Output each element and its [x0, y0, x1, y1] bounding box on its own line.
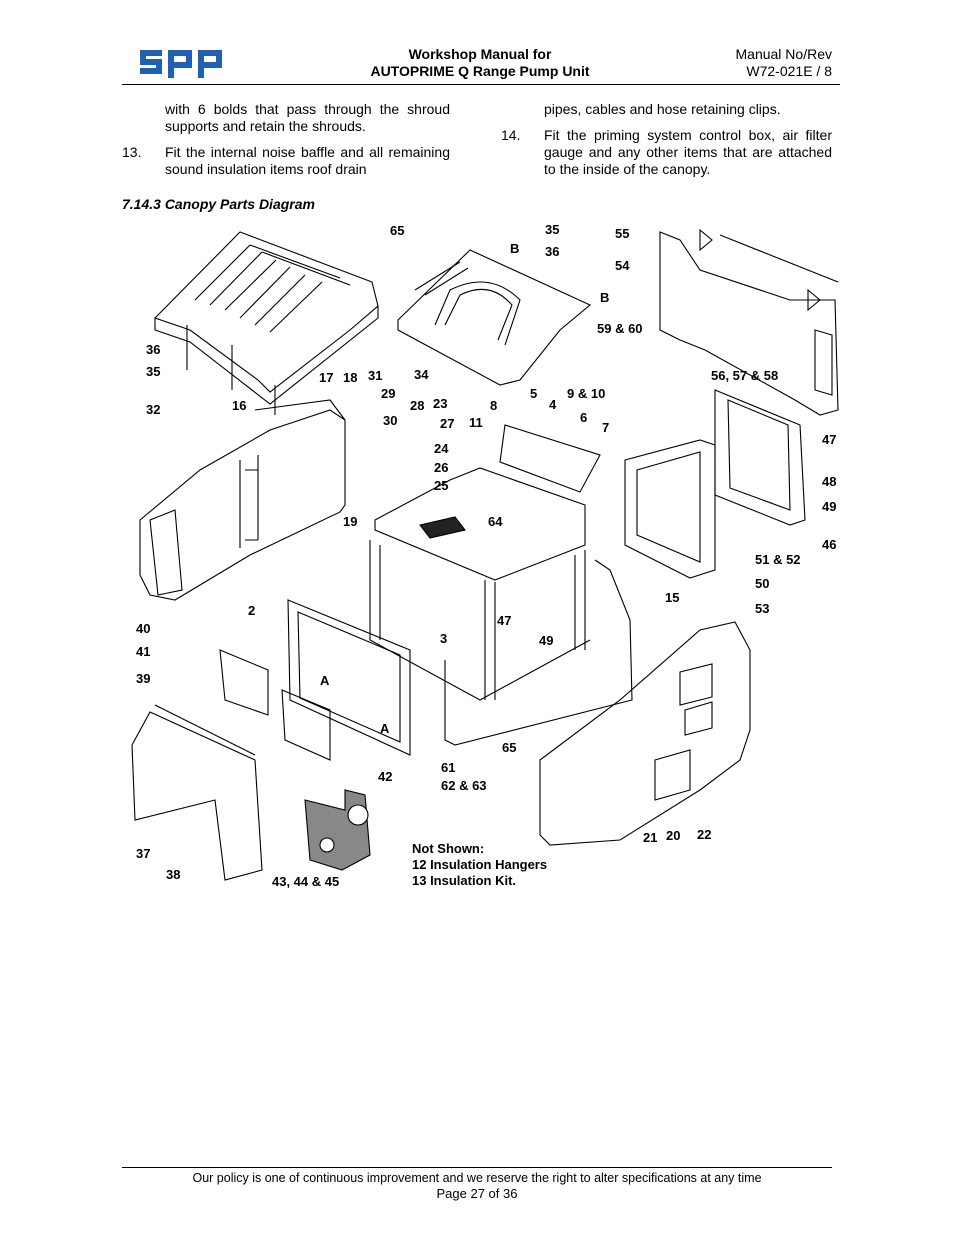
diagram-label: 61	[441, 760, 456, 775]
step-14-text: Fit the priming system control box, air filter gauge and any other items that are attached to the inside of the canopy.	[544, 127, 832, 177]
footer-rule	[122, 1167, 832, 1168]
diagram-label: B	[510, 241, 520, 256]
diagram-label: 53	[755, 601, 770, 616]
diagram-label: 37	[136, 846, 151, 861]
diagram-label: 62 & 63	[441, 778, 487, 793]
diagram-label: 28	[410, 398, 425, 413]
diagram-label: 36	[146, 342, 161, 357]
diagram-label: 22	[697, 827, 712, 842]
diagram-label: 3	[440, 631, 448, 646]
diagram-label: 38	[166, 867, 181, 882]
diagram-label: 51 & 52	[755, 552, 801, 567]
diagram-label: 6	[580, 410, 588, 425]
diagram-label: 35	[545, 222, 560, 237]
diagram-label: B	[600, 290, 610, 305]
diagram-label: 7	[602, 420, 610, 435]
document-title	[330, 46, 630, 80]
diagram-label: 46	[822, 537, 837, 552]
diagram-label: 59 & 60	[597, 321, 643, 336]
not-shown-note	[412, 841, 547, 888]
diagram-label: 15	[665, 590, 680, 605]
canopy-parts-diagram	[118, 214, 842, 898]
diagram-label: 41	[136, 644, 151, 659]
manual-number	[736, 46, 833, 80]
footer-policy: Our policy is one of continuous improvement and we reserve the right to alter specifications at any time	[192, 1171, 762, 1185]
diagram-label: A	[380, 721, 390, 736]
diagram-label: 2	[248, 603, 256, 618]
diagram-label: 21	[643, 830, 658, 845]
diagram-label: 65	[502, 740, 517, 755]
step-13-number: 13.	[122, 144, 142, 160]
diagram-label: 47	[497, 613, 512, 628]
diagram-label: 34	[414, 367, 429, 382]
diagram-label: 29	[381, 386, 396, 401]
diagram-label: 50	[755, 576, 770, 591]
diagram-label: 65	[390, 223, 405, 238]
diagram-label: 55	[615, 226, 630, 241]
diagram-label: 8	[490, 398, 498, 413]
diagram-label: 49	[822, 499, 837, 514]
step-14	[501, 127, 832, 183]
diagram-label: 16	[232, 398, 247, 413]
section-title: 7.14.3 Canopy Parts Diagram	[122, 196, 315, 212]
not-shown-item-2: 13 Insulation Kit.	[412, 873, 517, 888]
title-line-2: AUTOPRIME Q Range Pump Unit	[370, 63, 590, 79]
diagram-label: 42	[378, 769, 393, 784]
diagram-label: 49	[539, 633, 554, 648]
diagram-label: 47	[822, 432, 837, 447]
diagram-label: 40	[136, 621, 151, 636]
diagram-label: 30	[383, 413, 398, 428]
title-line-1: Workshop Manual for	[408, 46, 552, 62]
diagram-label: 56, 57 & 58	[711, 368, 779, 383]
diagram-label: 27	[440, 416, 455, 431]
manual-label: Manual No/Rev	[735, 46, 832, 62]
right-continuation: pipes, cables and hose retaining clips.	[544, 101, 781, 117]
diagram-label: 26	[434, 460, 449, 475]
diagram-label: 17	[319, 370, 334, 385]
step-13-text: Fit the internal noise baffle and all remaining sound insulation items roof drain	[165, 144, 450, 177]
step-13	[122, 144, 450, 184]
diagram-label: 18	[343, 370, 358, 385]
header-rule	[122, 84, 840, 85]
diagram-label: 11	[469, 415, 483, 430]
diagram-label: A	[320, 673, 330, 688]
left-continuation: with 6 bolds that pass through the shroud supports and retain the shrouds.	[165, 101, 450, 134]
diagram-label: 64	[488, 514, 503, 529]
footer-page-number: Page 27 of 36	[436, 1186, 518, 1201]
diagram-label: 39	[136, 671, 151, 686]
diagram-label: 20	[666, 828, 681, 843]
diagram-label: 5	[530, 386, 538, 401]
diagram-label: 35	[146, 364, 161, 379]
diagram-label: 9 & 10	[567, 386, 606, 401]
not-shown-item-1: 12 Insulation Hangers	[412, 857, 548, 872]
diagram-label: 25	[434, 478, 449, 493]
part-labels	[136, 222, 836, 889]
diagram-label: 54	[615, 258, 630, 273]
diagram-label: 31	[368, 368, 383, 383]
diagram-label: 48	[822, 474, 837, 489]
diagram-label: 32	[146, 402, 161, 417]
diagram-label: 23	[433, 396, 448, 411]
step-14-number: 14.	[501, 127, 521, 143]
diagram-label: 19	[343, 514, 358, 529]
diagram-label: 43, 44 & 45	[272, 874, 340, 889]
diagram-label: 36	[545, 244, 560, 259]
spp-logo	[138, 44, 224, 80]
not-shown-title: Not Shown:	[412, 841, 485, 856]
diagram-label: 24	[434, 441, 449, 456]
diagram-label: 4	[549, 397, 557, 412]
manual-value: W72-021E / 8	[746, 63, 832, 79]
